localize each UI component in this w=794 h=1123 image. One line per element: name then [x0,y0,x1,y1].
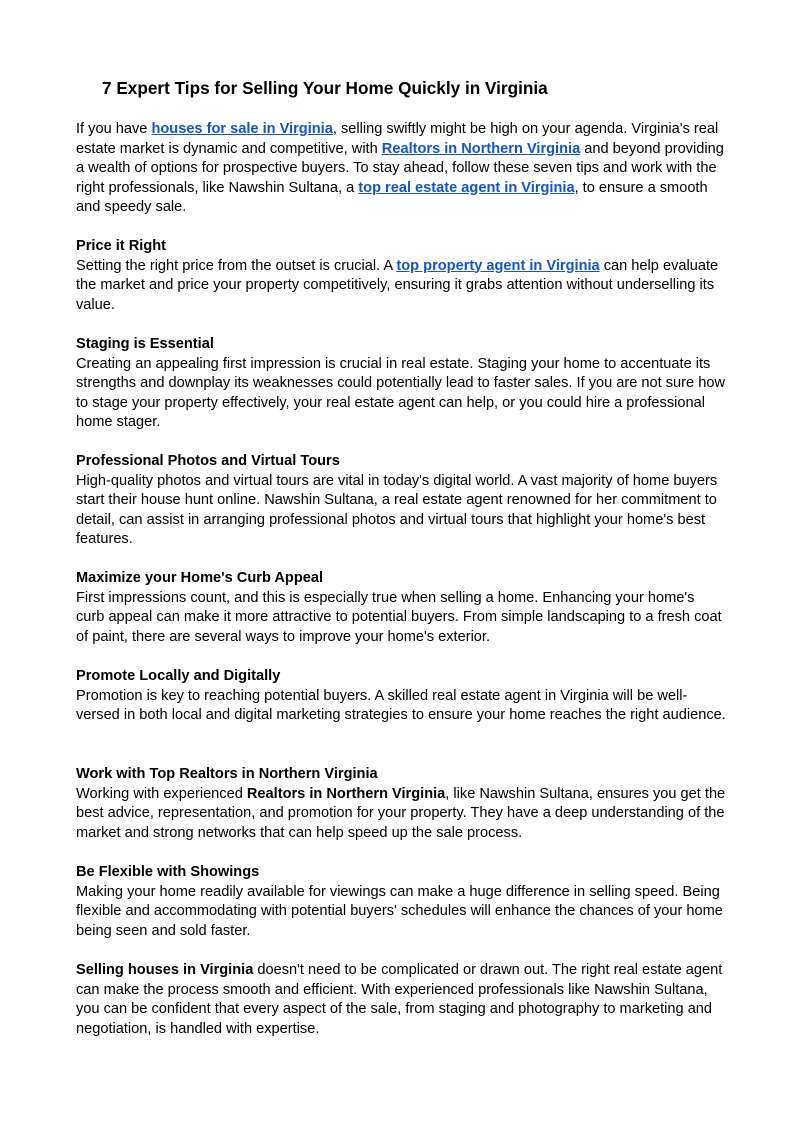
section-body: High-quality photos and virtual tours are vital in today's digital world. A vast majority of home buyers start their house hunt online. Nawshin Sultana, a real estate agent renowned for her commitment to detail, can assist in arranging professional photos and virtual tours that highlight your home's best features. [76,472,718,548]
section-text-1: Setting the right price from the outset is crucial. A [76,257,397,274]
section-heading: Be Flexible with Showings [76,864,260,880]
section-body: First impressions count, and this is especially true when selling a home. Enhancing your home's curb appeal can make it more attractive to potential buyers. From simple landscaping to a fresh coat of paint, there are several ways to improve your home's exterior. [76,589,722,645]
conclusion-text: doesn't need to be complicated or drawn out. The right real estate agent can make the process smooth and efficient. With experienced professionals like Nawshin Sultana, you can be confident that every aspect of the sale, from staging and photography to marketing and negotiation, is handled with expertise. [76,962,723,1037]
section-top-realtors [76,765,726,843]
section-heading: Work with Top Realtors in Northern Virginia [76,766,378,782]
conclusion-paragraph [76,961,726,1039]
section-price-it-right [76,237,726,315]
section-heading: Price it Right [76,238,167,254]
intro-text-2: , selling swiftly might be high on your agenda. Virginia's real estate market is dynamic and competitive, with [76,121,719,157]
section-staging [76,335,726,433]
link-realtors-northern-virginia[interactable]: Realtors in Northern Virginia [381,140,581,157]
section-photos-tours [76,452,726,550]
section-promote [76,667,726,726]
intro-text-4: , to ensure a smooth and speedy sale. [76,179,708,216]
section-heading: Promote Locally and Digitally [76,668,281,684]
section-body: Promotion is key to reaching potential buyers. A skilled real estate agent in Virginia will be well-versed in both local and digital marketing strategies to ensure your home reaches the right audience. [76,687,726,724]
link-houses-for-sale[interactable]: houses for sale in Virginia [151,121,333,137]
section-text-1: Working with experienced [76,785,247,802]
section-body: Making your home readily available for viewings can make a huge difference in selling speed. Being flexible and accommodating with potential buyers' schedules will enhance the chances of your home being seen and sold faster. [76,883,723,939]
section-text-2: can help evaluate the market and price your property competitively, ensuring it grabs attention without underselling its value. [76,257,719,313]
section-flexible-showings [76,863,726,941]
section-heading: Staging is Essential [76,336,214,352]
intro-paragraph [76,120,726,218]
section-heading: Maximize your Home's Curb Appeal [76,570,324,586]
intro-text-1: If you have [76,121,152,137]
realtors-northern-virginia-bold: Realtors in Northern Virginia [246,785,446,802]
section-text-2: , like Nawshin Sultana, ensures you get the best advice, representation, and promotion for your property. They have a deep understanding of the market and strong networks that can help speed up the sale process. [76,785,726,841]
link-top-real-estate-agent[interactable]: top real estate agent in Virginia [358,179,575,196]
intro-text-3: and beyond providing a wealth of options for prospective buyers. To stay ahead, follow these seven tips and work with the right professionals, like Nawshin Sultana, a [76,140,724,196]
page-title: 7 Expert Tips for Selling Your Home Quickly in Virginia [102,78,548,98]
section-curb-appeal [76,569,726,647]
link-top-property-agent[interactable]: top property agent in Virginia [396,257,600,274]
selling-houses-bold: Selling houses in Virginia [76,962,254,978]
section-body: Creating an appealing first impression is crucial in real estate. Staging your home to accentuate its strengths and downplay its weaknesses could potentially lead to faster sales. If you are not sure how to stage your property effectively, your real estate agent can help, or you could hire a professional home stager. [76,355,725,431]
section-heading: Professional Photos and Virtual Tours [76,453,340,469]
